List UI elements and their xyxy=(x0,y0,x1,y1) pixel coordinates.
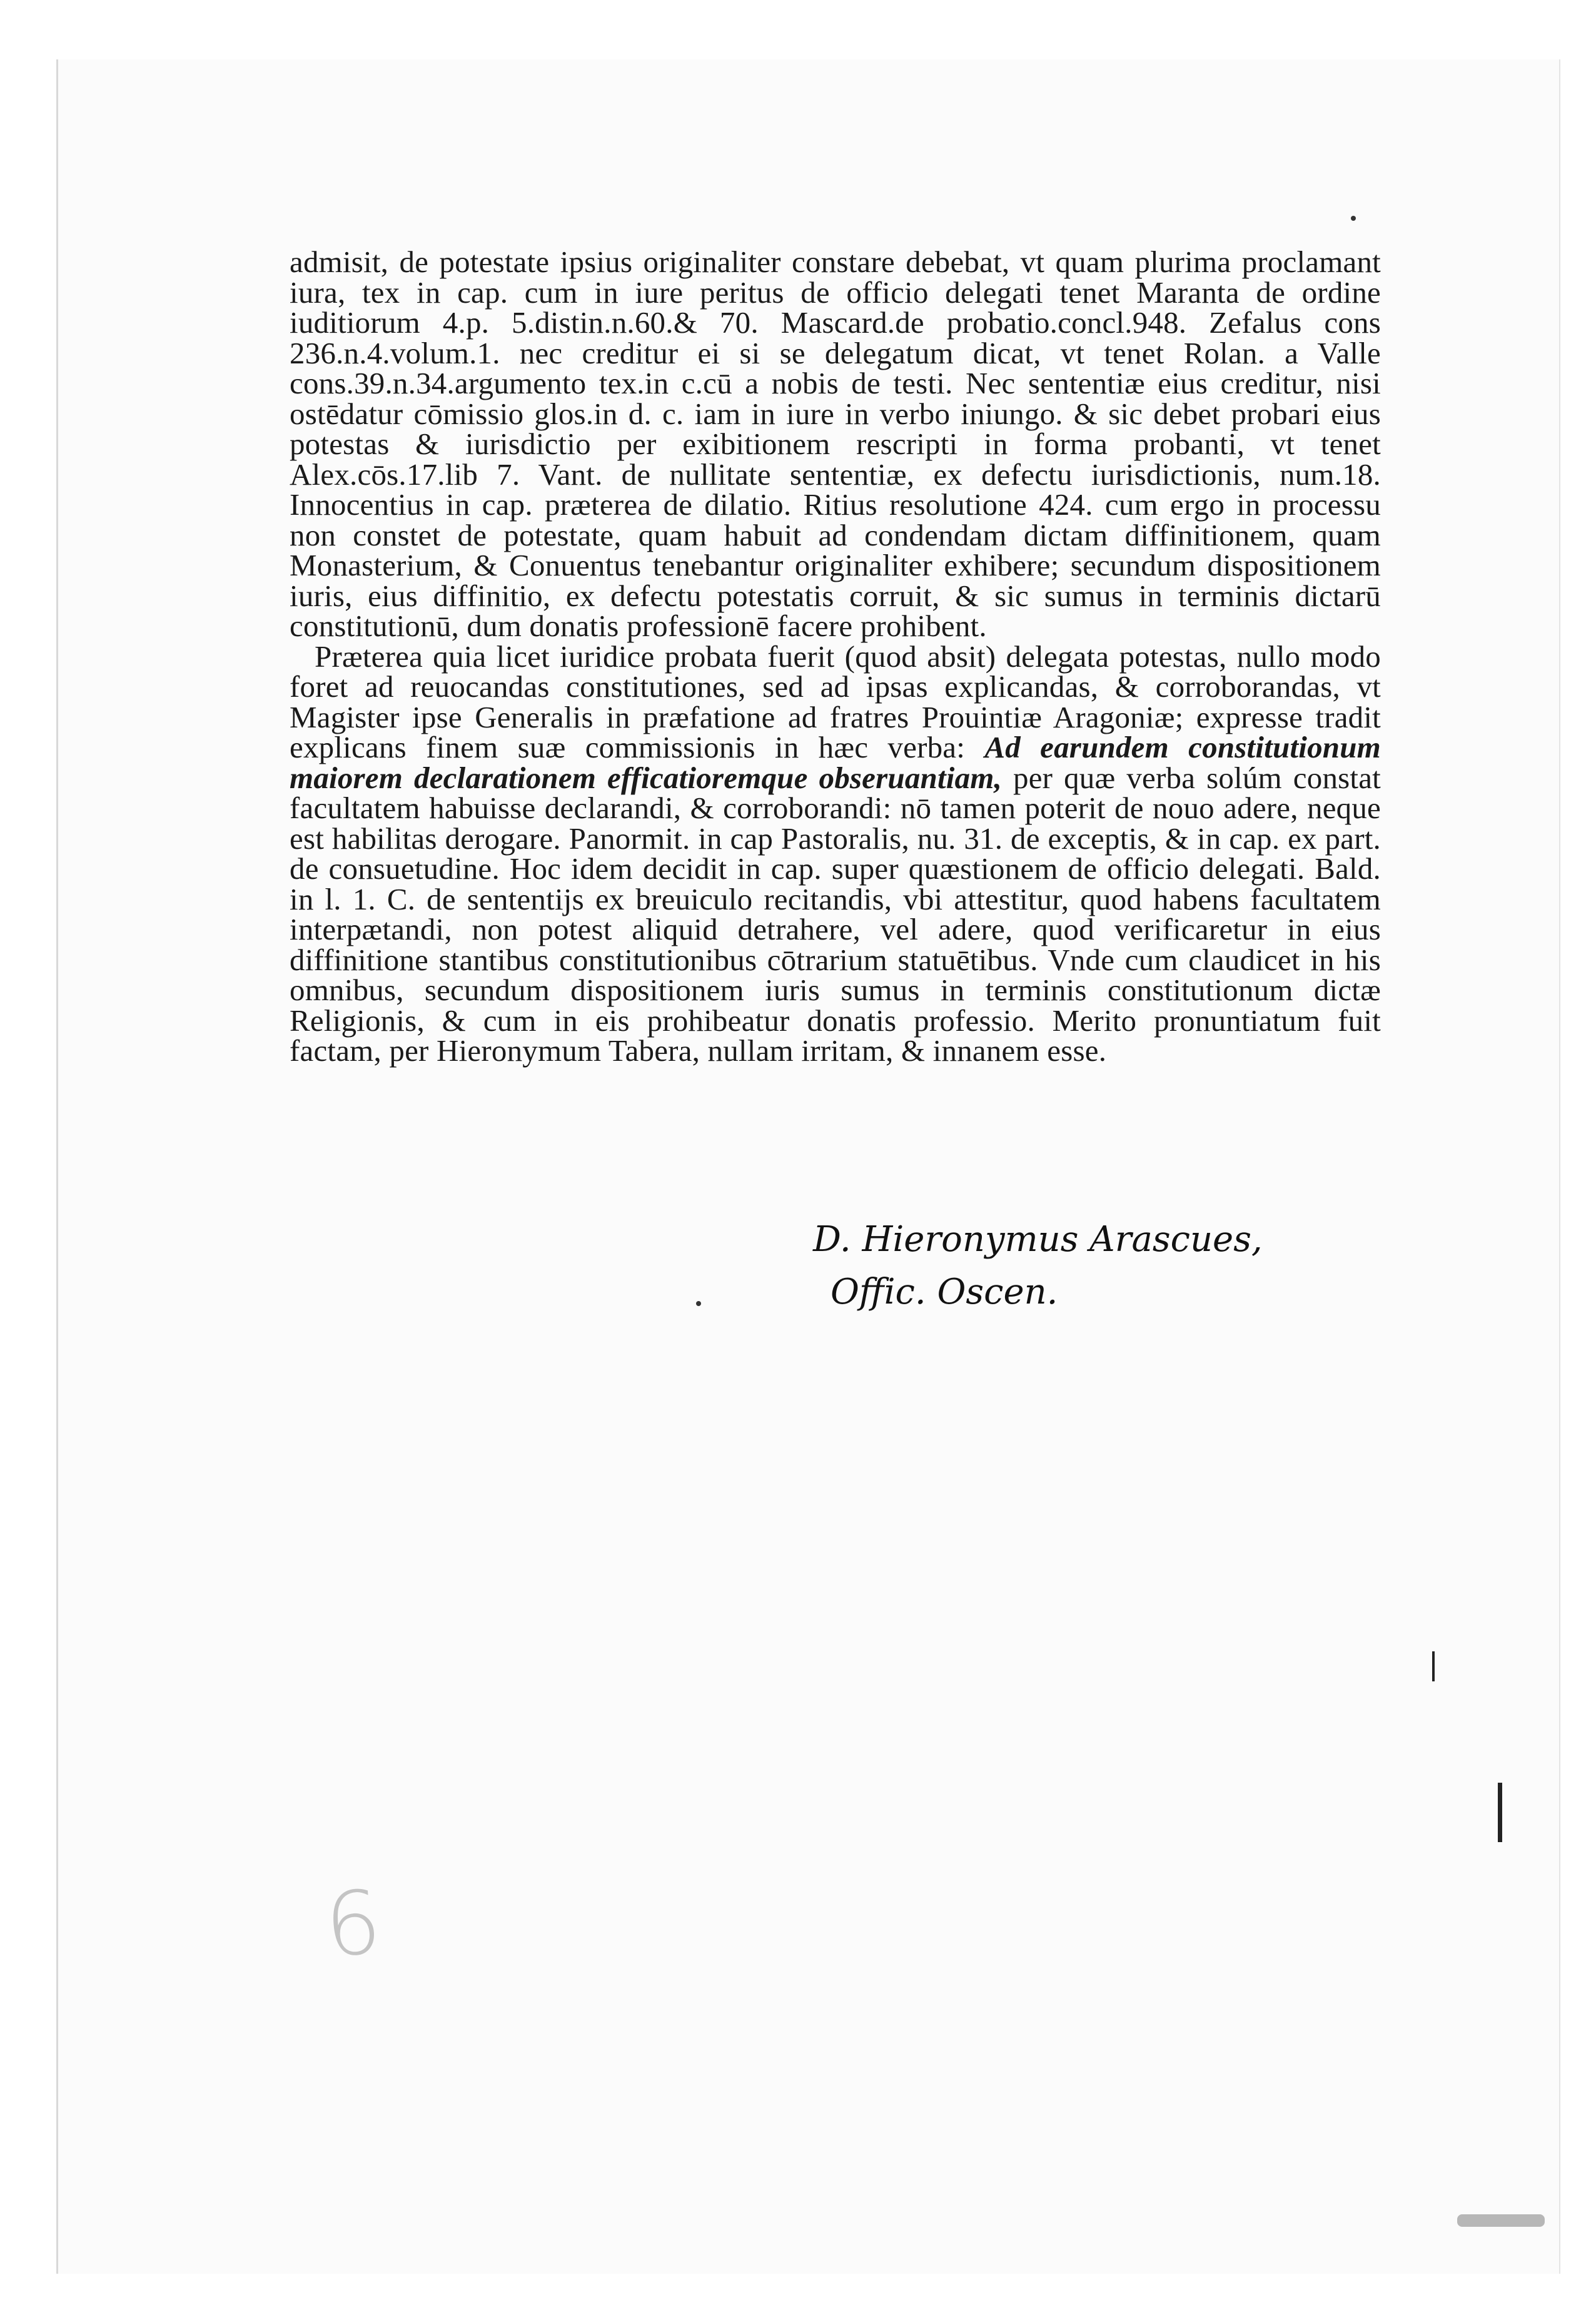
signature-block xyxy=(813,1213,1263,1319)
body-text xyxy=(290,247,1381,1066)
italic-quote: Ad earundem constitutionum maiorem declarationem efficatioremque obseruantiam, xyxy=(290,730,1381,795)
document-page xyxy=(56,59,1560,2274)
paragraph-2-text: Præterea quia licet iuridice probata fuerit (quod absit) delegata potestas, nullo modo foret ad reuocandas constitutiones, sed ad ipsas explicandas, & corroborandas, vt Magister ipse Generalis in præfatione ad fratres Prouintiæ Aragoniæ; expresse tradit explicans finem suæ commissionis in hæc verba: xyxy=(290,639,1381,764)
signature-office: Offic. Oscen. xyxy=(831,1272,1058,1312)
paragraph-2-continuation: per quæ verba solúm constat facultatem habuisse declarandi, & corroborandi: nō tamen poterit de nouo adere, neque est habilitas derogare. Panormit. in cap Pastoralis, nu. 31. de exceptis, & in cap. ex part. de consuetudine. Hoc idem decidit in cap. super quæstionem de officio delegati. Bald. in l. 1. C. de sententijs ex breuiculo recitandis, vbi attestitur, quod habens facultatem interpætandi, non potest aliquid detrahere, vel adere, quod verificaretur in eius diffinitione stantibus constitutionibus cōtrarium statuētibus. Vnde cum claudicet in his omnibus, secundum dispositionem iuris sumus in terminis constitutionum dictæ Religionis, & cum in eis prohibeatur donatis professio. Merito pronuntiatum fuit factam, per Hieronymum Tabera, nullam irritam, & innanem esse. xyxy=(290,760,1381,1068)
ink-mark xyxy=(1498,1783,1502,1842)
paragraph-1: admisit, de potestate ipsius originaliter constare debebat, vt quam plurima proclamant iura, tex in cap. cum in iure peritus de officio delegati tenet Maranta de ordine iuditiorum 4.p. 5.distin.n.60.& 70. Mascard.de probatio.concl.948. Zefalus cons 236.n.4.volum.1. nec creditur ei si se delegatum dicat, vt tenet Rolan. a Valle cons.39.n.34.argumento tex.in c.cū a nobis de testi. Nec sententiæ eius creditur, nisi ostēdatur cōmissio glos.in d. c. iam in iure in verbo iniungo. & sic debet probari eius potestas & iurisdictio per exibitionem rescripti in forma probanti, vt tenet Alex.cōs.17.lib 7. Vant. de nullitate sententiæ, ex defectu iurisdictionis, num.18. Innocentius in cap. præterea de dilatio. Ritius resolutione 424. cum ergo in processu non constet de potestate, quam habuit ad condendam dictam diffinitionem, quam Monasterium, & Conuentus tenebantur originaliter exhibere; secundum dispositionem iuris, eius diffinitio, ex defectu potestatis corruit, & sic sumus in terminis dictarū constitutionū, dum donatis professionē facere prohibent. xyxy=(290,245,1381,643)
ink-dot xyxy=(1351,216,1356,221)
ink-dot xyxy=(696,1301,701,1306)
edge-smudge xyxy=(1457,2214,1545,2227)
signature-name: D. Hieronymus Arascues, xyxy=(813,1219,1263,1260)
paragraph-2 xyxy=(290,639,1381,1068)
ink-mark xyxy=(1432,1651,1435,1681)
page-number: 6 xyxy=(321,1872,385,1977)
